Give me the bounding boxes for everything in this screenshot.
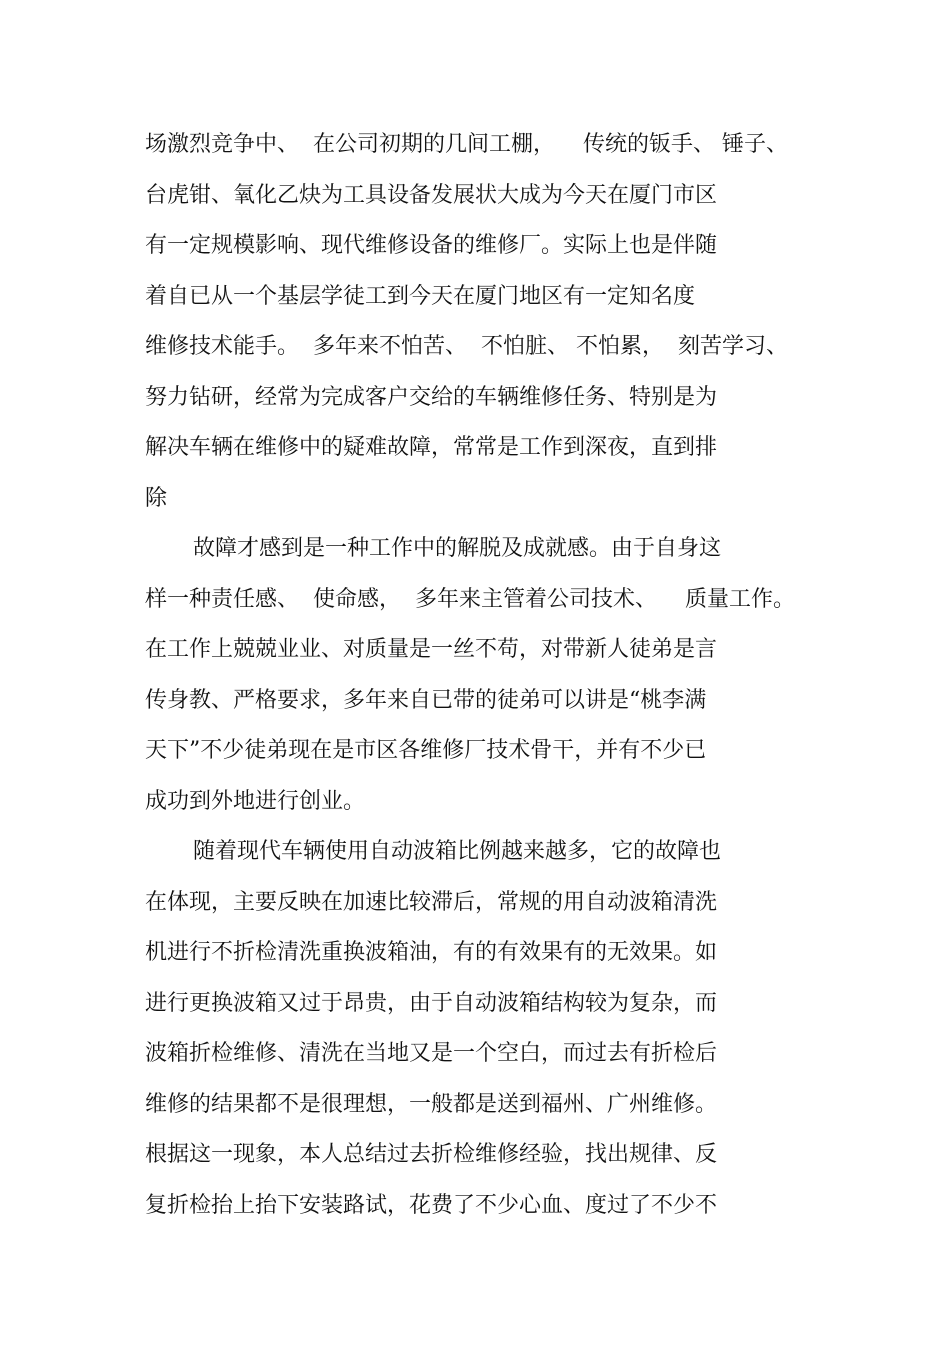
- text-line: 复折检抬上抬下安装路试，花费了不少心血、度过了不少不: [145, 1192, 718, 1218]
- text-line: 维修的结果都不是很理想，一般都是送到福州、广州维修。: [145, 1091, 718, 1117]
- text-line: 场激烈竞争中、 在公司初期的几间工棚， 传统的钣手、 锤子、: [145, 132, 788, 157]
- text-line: 努力钻研，经常为完成客户交给的车辆维修任务、特别是为: [145, 384, 718, 410]
- text-line: 除: [145, 485, 168, 511]
- body-text: [145, 120, 845, 1231]
- text-line: 有一定规模影响、现代维修设备的维修厂。实际上也是伴随: [145, 233, 718, 258]
- text-line: 故障才感到是一种工作中的解脱及成就感。由于自身这: [193, 536, 722, 561]
- text-line: 天下”不少徒弟现在是市区各维修厂技术骨干，并有不少已: [145, 738, 707, 763]
- text-line: 维修技术能手。 多年来不怕苦、 不怕脏、 不怕累， 刻苦学习、: [145, 334, 788, 359]
- text-line: 在工作上兢兢业业、对质量是一丝不苟，对带新人徒弟是言: [145, 637, 718, 662]
- text-line: 样一种责任感、 使命感， 多年来主管着公司技术、 质量工作。: [145, 586, 795, 612]
- text-line: 解决车辆在维修中的疑难故障，常常是工作到深夜，直到排: [145, 435, 718, 460]
- text-line: 机进行不折检清洗重换波箱油，有的有效果有的无效果。如: [145, 940, 718, 965]
- text-line: 成功到外地进行创业。: [145, 788, 366, 814]
- text-line: 着自已从一个基层学徒工到今天在厦门地区有一定知名度: [145, 283, 696, 309]
- text-line: 传身教、严格要求，多年来自已带的徒弟可以讲是“桃李满: [145, 687, 707, 713]
- text-line: 台虎钳、氧化乙炔为工具设备发展状大成为今天在厦门市区: [145, 182, 718, 208]
- text-line: 根据这一现象，本人总结过去折检维修经验，找出规律、反: [145, 1142, 718, 1167]
- text-line: 在体现，主要反映在加速比较滞后，常规的用自动波箱清洗: [145, 889, 718, 915]
- text-line: 随着现代车辆使用自动波箱比例越来越多，它的故障也: [193, 839, 722, 864]
- text-line: 进行更换波箱又过于昂贵，由于自动波箱结构较为复杂，而: [145, 990, 718, 1016]
- text-line: 波箱折检维修、清洗在当地又是一个空白，而过去有折检后: [145, 1041, 718, 1066]
